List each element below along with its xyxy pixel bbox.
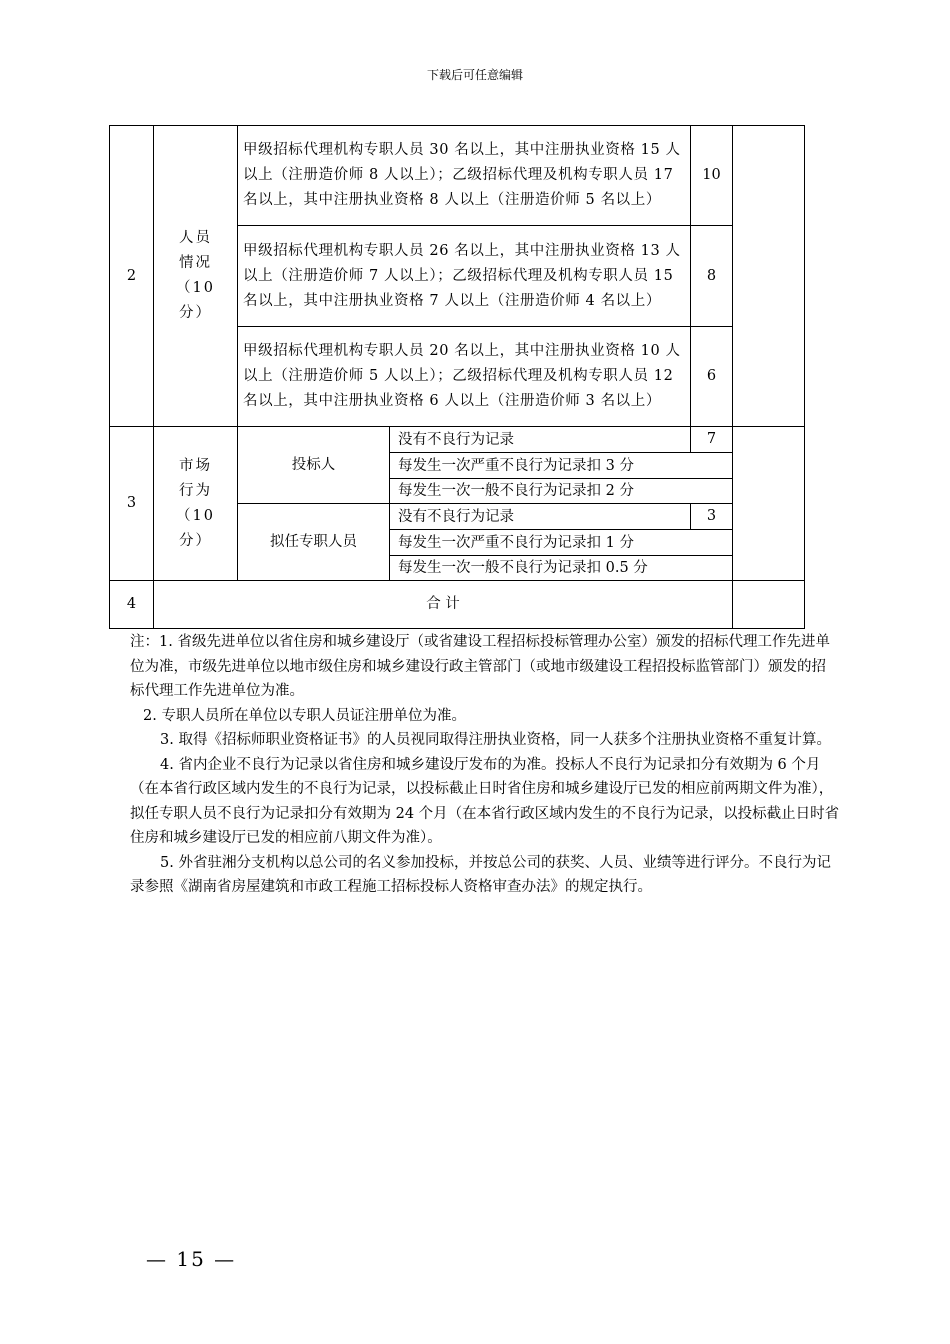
- blank-cell: [733, 581, 805, 629]
- category-line: 人员: [179, 230, 212, 246]
- row-number: 2: [110, 126, 154, 427]
- subject-label: 拟任专职人员: [238, 504, 390, 581]
- criterion-score: 8: [691, 226, 733, 327]
- category-line: （10: [176, 280, 215, 296]
- criterion-desc: 甲级招标代理机构专职人员 30 名以上，其中注册执业资格 15 人以上（注册造价师 8 人以上）；乙级招标代理及机构专职人员 17 名以上，其中注册执业资格 8 人以上（注册造价师 5 名以上）: [238, 126, 691, 226]
- notes-section: [130, 630, 840, 900]
- note-item: 注：1. 省级先进单位以省住房和城乡建设厅（或省建设工程招标投标管理办公室）颁发的招标代理工作先进单位为准，市级先进单位以地市级住房和城乡建设行政主管部门（或地市级建设工程招投标监管部门）颁发的招标代理工作先进单位为准。: [130, 634, 830, 699]
- category-line: 市场: [179, 457, 212, 474]
- subject-label: 投标人: [238, 427, 390, 504]
- criterion-desc: 甲级招标代理机构专职人员 20 名以上，其中注册执业资格 10 人以上（注册造价师 5 人以上）；乙级招标代理及机构专职人员 12 名以上，其中注册执业资格 6 人以上（注册造价师 3 名以上）: [238, 327, 691, 427]
- blank-cell: [733, 427, 805, 581]
- row-number: 4: [110, 581, 154, 629]
- total-label: 合 计: [154, 581, 733, 629]
- blank-cell: [733, 126, 805, 427]
- note-item: 5. 外省驻湘分支机构以总公司的名义参加投标，并按总公司的获奖、人员、业绩等进行评分。不良行为记录参照《湖南省房屋建筑和市政工程施工招标投标人资格审查办法》的规定执行。: [130, 854, 831, 895]
- category-line: 分）: [179, 532, 212, 549]
- scoring-table: [109, 125, 805, 629]
- criterion-score: 10: [691, 126, 733, 226]
- criterion-score: 6: [691, 327, 733, 427]
- behavior-score: 7: [691, 427, 733, 453]
- behavior-line: 每发生一次一般不良行为记录扣 2 分: [390, 479, 733, 504]
- behavior-line: 没有不良行为记录: [390, 427, 691, 453]
- category-line: 行为: [179, 482, 212, 499]
- behavior-line: 每发生一次一般不良行为记录扣 0.5 分: [390, 556, 733, 581]
- note-item: 4. 省内企业不良行为记录以省住房和城乡建设厅发布的为准。投标人不良行为记录扣分有效期为 6 个月（在本省行政区域内发生的不良行为记录，以投标截止日时省住房和城乡建设厅已发的相应前两期文件为准），拟任专职人员不良行为记录扣分有效期为 24 个月（在本省行政区域内发生的不良行为记录，以投标截止日时省住房和城乡建设厅已发的相应前八期文件为准）。: [130, 756, 840, 846]
- behavior-score: 3: [691, 504, 733, 530]
- page-number: — 15 —: [146, 1247, 237, 1271]
- note-item: 3. 取得《招标师职业资格证书》的人员视同取得注册执业资格，同一人获多个注册执业资格不重复计算。: [160, 732, 831, 748]
- criterion-desc: 甲级招标代理机构专职人员 26 名以上，其中注册执业资格 13 人以上（注册造价师 7 人以上）；乙级招标代理及机构专职人员 15 名以上，其中注册执业资格 7 人以上（注册造价师 4 名以上）: [238, 226, 691, 327]
- note-item: 2. 专职人员所在单位以专职人员证注册单位为准。: [143, 707, 466, 724]
- category-line: （10: [176, 507, 215, 524]
- page-header: 下载后可任意编辑: [426, 68, 523, 82]
- category-cell: [154, 126, 238, 427]
- behavior-line: 没有不良行为记录: [390, 504, 691, 530]
- category-cell: [154, 427, 238, 581]
- behavior-line: 每发生一次严重不良行为记录扣 3 分: [390, 453, 733, 479]
- behavior-line: 每发生一次严重不良行为记录扣 1 分: [390, 530, 733, 556]
- category-line: 情况: [179, 255, 212, 271]
- category-line: 分）: [179, 305, 212, 321]
- row-number: 3: [110, 427, 154, 581]
